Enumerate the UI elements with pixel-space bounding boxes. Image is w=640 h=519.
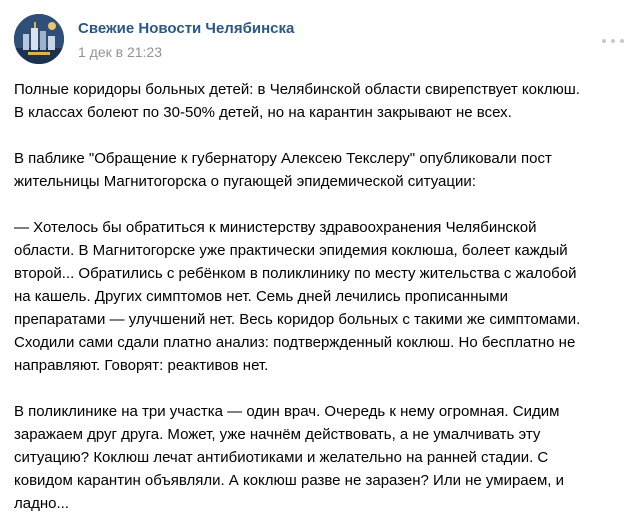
more-dots-icon[interactable] <box>602 38 624 44</box>
post-timestamp-link[interactable]: 1 дек в 21:23 <box>78 44 163 60</box>
post-text <box>14 78 628 515</box>
group-avatar[interactable] <box>14 14 64 64</box>
avatar-image-icon <box>14 14 64 64</box>
author-name-link[interactable]: Свежие Новости Челябинска <box>78 20 295 37</box>
post-paragraph: — Хотелось бы обратиться к министерству здравоохранения Челябинской области. В Магнитогорске уже практически эпидемия коклюша, болеет каждый второй... Обратились с ребёнком в поликлинику по месту жительства с жалобой на кашель. Других симптомов нет. Семь дней лечились прописанными препаратами — улучшений нет. Весь коридор больных с такими же симптомами. Сходили сами сдали платно анализ: подтвержденный коклюш. Но бесплатно не направляют. Говорят: реактивов нет. <box>14 219 581 374</box>
post-paragraph: Полные коридоры больных детей: в Челябинской области свирепствует коклюш. В классах болеют по 30-50% детей, но на карантин закрывают не всех. <box>14 81 580 121</box>
dot <box>602 39 606 43</box>
post-paragraph: В паблике "Обращение к губернатору Алексею Текслеру" опубликовали пост жительницы Магнитогорска о пугающей эпидемической ситуации: <box>14 150 552 190</box>
dot <box>611 39 615 43</box>
dot <box>620 39 624 43</box>
post-header <box>14 14 626 68</box>
post-paragraph: В поликлинике на три участка — один врач. Очередь к нему огромная. Сидим заражаем друг друга. Может, уже начнём действовать, а не умалчивать эту ситуацию? Коклюш лечат антибиотиками и желательно на ранней стадии. С ковидом карантин объявляли. А коклюш разве не заразен? Или не умираем, и ладно... <box>14 403 565 512</box>
